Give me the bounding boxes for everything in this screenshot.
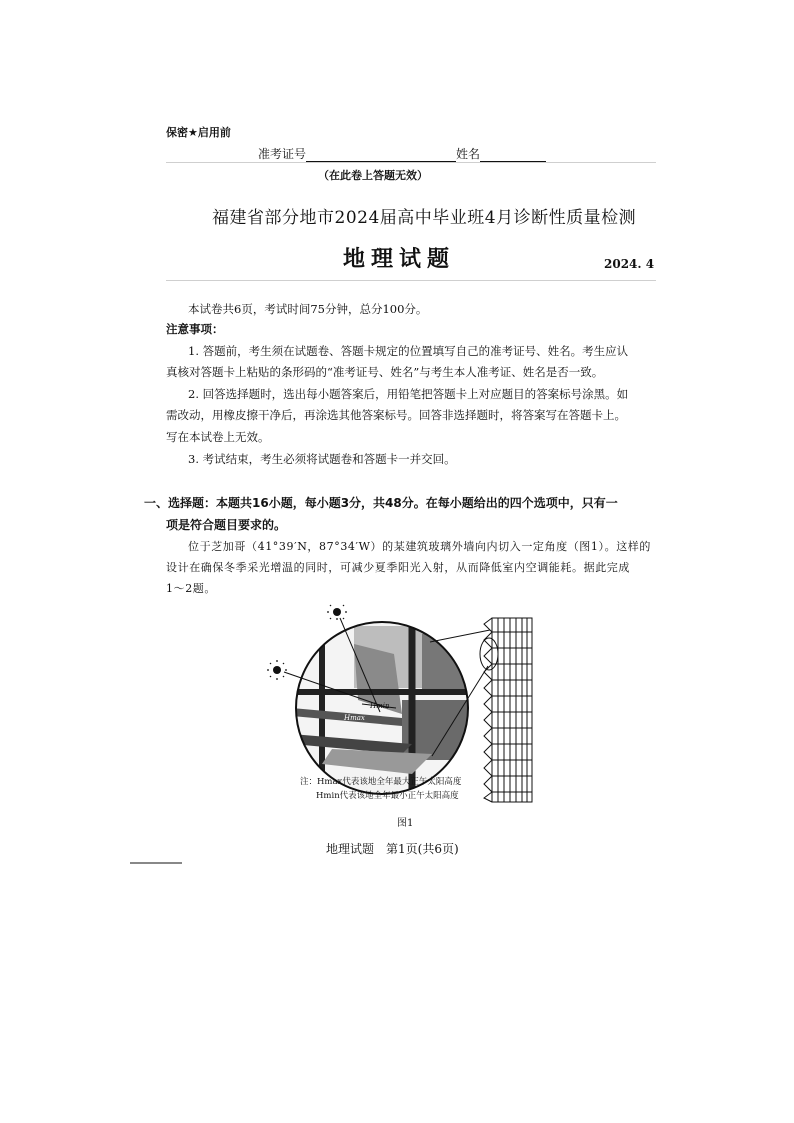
section-1-heading-cont: 项是符合题目要求的。 [166,518,287,532]
figure-caption: 图1 [397,818,414,829]
zoom-line-top [430,630,490,642]
material-line-1: 位于芝加哥（41°39′N，87°34′W）的某建筑玻璃外墙向内切入一定角度（图1）。这样的 [188,540,652,553]
zoom-source-ellipse [480,638,498,670]
exam-id-blank [306,148,456,162]
title-divider [166,280,656,281]
name-blank [480,148,546,162]
instruction-2-line-2: 需改动，用橡皮擦干净后，再涂选其他答案标号。回答非选择题时，将答案写在答题卡上。 [166,408,626,422]
section-1-heading: 一、选择题：本题共16小题，每小题3分，共48分。在每小题给出的四个选项中，只有一 [144,496,618,510]
header-divider [166,162,656,163]
confidential-label: 保密★启用前 [166,126,231,139]
instruction-1-line-1: 1. 答题前，考生须在试题卷、答题卡规定的位置填写自己的准考证号、姓名。考生应认 [188,344,629,358]
hmin-label: Hmin [370,702,390,710]
instructions-heading: 注意事项： [166,322,224,336]
material-line-2: 设计在确保冬季采光增温的同时，可减少夏季阳光入射，从而降低室内空调能耗。据此完成 [166,561,630,574]
exam-title: 福建省部分地市2024届高中毕业班4月诊断性质量检测 [212,208,637,228]
hmax-label: Hmax [344,714,365,722]
exam-date: 2024. 4 [604,257,655,271]
figure-note-line-2: Hmin代表该地全年最小正午太阳高度 [316,791,459,801]
material-line-3: 1～2题。 [166,582,216,595]
instruction-1-line-2: 真核对答题卡上粘贴的条形码的“准考证号、姓名”与考生本人准考证、姓名是否一致。 [166,365,604,379]
name-label: 姓名 [456,147,481,161]
sun-icon [327,604,347,620]
page-footer: 地理试题 第1页(共6页) [326,842,459,856]
invalid-answer-note: （在此卷上答题无效） [318,169,428,182]
subject-title: 地理试题 [343,247,456,272]
instruction-2-line-3: 写在本试卷上无效。 [166,430,270,444]
building-facade [484,618,532,802]
exam-id-label: 准考证号 [258,147,307,161]
sun-icon [267,660,287,680]
figure-note-line-1: 注：Hmax代表该地全年最大正午太阳高度 [300,777,462,787]
candidate-info-line [258,145,546,162]
instruction-3: 3. 考试结束，考生必须将试题卷和答题卡一并交回。 [188,452,456,466]
instruction-2-line-1: 2. 回答选择题时，选出每小题答案后，用铅笔把答题卡上对应题目的答案标号涂黑。如 [188,387,629,401]
instructions-intro: 本试卷共6页，考试时间75分钟，总分100分。 [188,302,428,316]
scan-artifact-bar [130,862,182,864]
